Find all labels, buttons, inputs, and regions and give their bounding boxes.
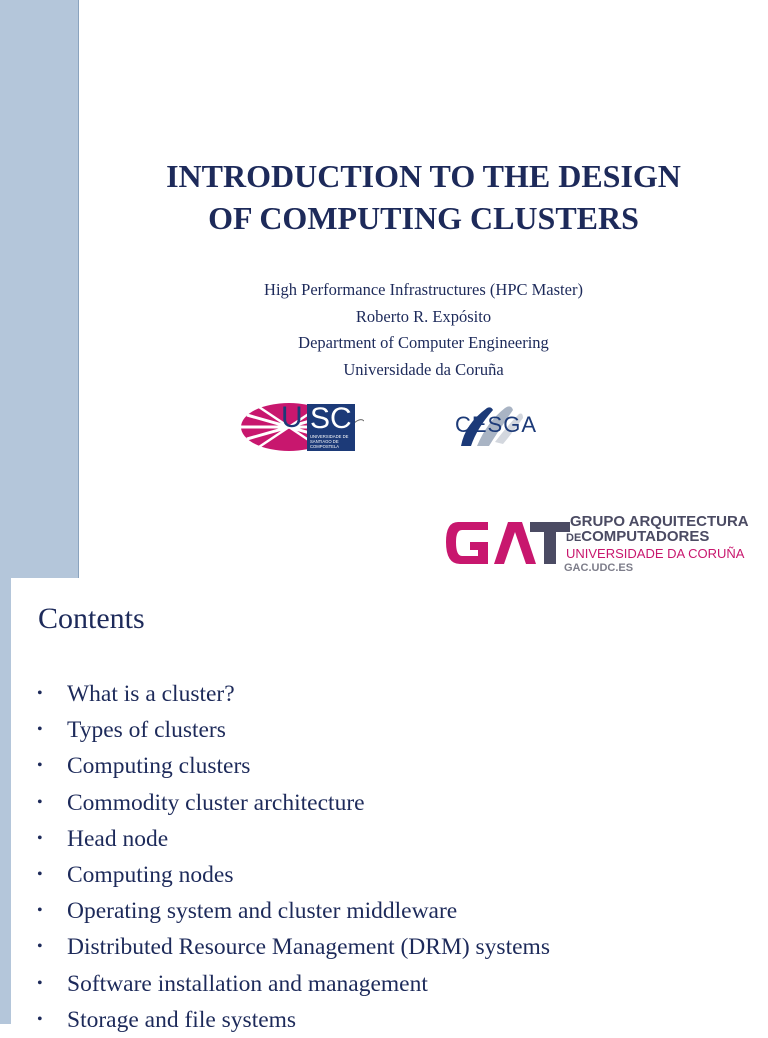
list-item-text: Software installation and management <box>67 970 428 997</box>
usc-logo-subtitle: UNIVERSIDADE DE SANTIAGO DE COMPOSTELA <box>310 434 349 449</box>
contents-slide <box>11 578 768 1033</box>
slide-subtitle <box>79 277 768 383</box>
list-item-text: What is a cluster? <box>67 681 235 707</box>
list-item <box>37 929 550 965</box>
bullet-icon: • <box>37 866 43 884</box>
bullet-icon: • <box>37 902 43 920</box>
contents-list <box>37 676 550 1038</box>
slide-title <box>79 155 768 239</box>
gac-logo-icon <box>444 514 572 572</box>
list-item-text: Computing nodes <box>67 862 234 889</box>
list-item-text: Head node <box>67 825 169 852</box>
list-item-text: Commodity cluster architecture <box>67 789 365 816</box>
list-item <box>37 712 550 748</box>
list-item <box>37 857 550 893</box>
department-name: Department of Computer Engineering <box>298 333 549 352</box>
bullet-icon: • <box>37 1010 43 1028</box>
bullet-icon: • <box>37 757 43 775</box>
list-item <box>37 966 550 1002</box>
usc-logo-text: SC <box>310 402 352 435</box>
bullet-icon: • <box>37 938 43 956</box>
usc-logo-letter: U <box>281 401 303 434</box>
list-item <box>37 785 550 821</box>
usc-logo <box>307 404 355 451</box>
title-slide <box>79 0 768 578</box>
list-item <box>37 821 550 857</box>
slide1-sidebar <box>0 0 79 578</box>
contents-title: Contents <box>38 602 145 635</box>
bullet-icon: • <box>37 793 43 811</box>
slide-title-line1: INTRODUCTION TO THE DESIGN <box>166 158 681 194</box>
gac-line1: GRUPO ARQUITECTURA <box>570 513 749 530</box>
list-item-text: Storage and file systems <box>67 1006 297 1033</box>
bullet-icon: • <box>37 721 43 739</box>
bullet-icon: • <box>37 685 43 702</box>
list-item <box>37 893 550 929</box>
bullet-icon: • <box>37 974 43 992</box>
gac-line2-main: COMPUTADORES <box>581 528 710 545</box>
list-item-text: Computing clusters <box>67 753 251 780</box>
slide-title-line2: OF COMPUTING CLUSTERS <box>208 200 639 236</box>
gac-line2 <box>566 529 749 546</box>
author-name: Roberto R. Expósito <box>355 306 492 326</box>
bullet-icon: • <box>37 829 43 847</box>
gac-logo-text <box>564 513 749 576</box>
gac-line3: UNIVERSIDADE DA CORUÑA <box>566 546 745 561</box>
list-item-text: Types of clusters <box>67 717 226 744</box>
list-item-text: Operating system and cluster middleware <box>67 898 458 925</box>
list-item <box>37 1002 550 1038</box>
gac-line4: GAC.UDC.ES <box>564 562 634 574</box>
list-item <box>37 748 550 784</box>
course-name: High Performance Infrastructures (HPC Master) <box>264 280 583 299</box>
gac-line2-de: DE <box>566 532 582 544</box>
cesga-logo-text: CESGA <box>455 412 538 437</box>
list-item-text: Distributed Resource Management (DRM) systems <box>67 934 550 961</box>
slide2-sidebar <box>0 578 11 1024</box>
list-item <box>37 676 550 712</box>
university-name: Universidade da Coruña <box>343 359 504 379</box>
